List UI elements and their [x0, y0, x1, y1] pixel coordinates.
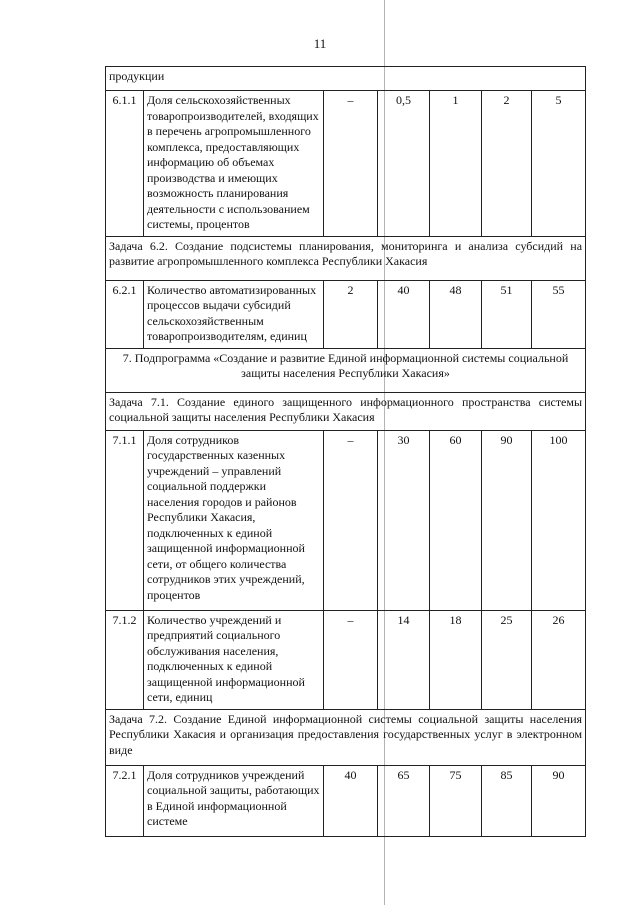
value-cell: – — [324, 610, 378, 709]
task-row — [106, 709, 586, 765]
subprogram-row — [106, 348, 586, 392]
value-cell: – — [324, 91, 378, 237]
indicator-code: 6.2.1 — [106, 280, 144, 348]
value-cell: – — [324, 430, 378, 610]
subprogram-heading: 7. Подпрограмма «Создание и развитие Единой информационной системы социальной защиты населения Республики Хакасия» — [106, 348, 586, 392]
value-cell: 51 — [482, 280, 532, 348]
indicator-code: 7.1.1 — [106, 430, 144, 610]
value-cell: 60 — [430, 430, 482, 610]
table-row — [106, 765, 586, 836]
value-cell: 25 — [482, 610, 532, 709]
value-cell: 2 — [482, 91, 532, 237]
indicator-name: Количество учреждений и предприятий социального обслуживания населения, подключенных к единой защищенной информационной сети, единиц — [144, 610, 324, 709]
value-cell: 90 — [482, 430, 532, 610]
indicator-name: Доля сельскохозяйственных товаропроизводителей, входящих в перечень агропромышленного комплекса, предоставляющих информацию об объемах производства и имеющих возможность планирования деятельности с использованием системы, процентов — [144, 91, 324, 237]
value-cell: 2 — [324, 280, 378, 348]
value-cell: 85 — [482, 765, 532, 836]
table-row — [106, 610, 586, 709]
indicator-code: 6.1.1 — [106, 91, 144, 237]
value-cell: 26 — [532, 610, 586, 709]
page-number: 11 — [313, 36, 327, 51]
task-row — [106, 236, 586, 280]
value-cell: 0,5 — [378, 91, 430, 237]
value-cell: 90 — [532, 765, 586, 836]
continued-row — [106, 67, 586, 91]
value-cell: 5 — [532, 91, 586, 237]
table-row — [106, 91, 586, 237]
value-cell: 48 — [430, 280, 482, 348]
indicator-name: Доля сотрудников государственных казенных учреждений – управлений социальной поддержки населения городов и районов Республики Хакасия, подключенных к единой защищенной информационной сети, от общего количества сотрудников этих учреждений, процентов — [144, 430, 324, 610]
value-cell: 40 — [324, 765, 378, 836]
value-cell: 55 — [532, 280, 586, 348]
task-heading: Задача 7.2. Создание Единой информационной системы социальной защиты населения Республики Хакасия и организация предоставления государственных услуг в электронном виде — [106, 709, 586, 765]
value-cell: 65 — [378, 765, 430, 836]
value-cell: 14 — [378, 610, 430, 709]
table-row — [106, 280, 586, 348]
indicator-name: Доля сотрудников учреждений социальной защиты, работающих в Единой информационной системе — [144, 765, 324, 836]
indicator-code: 7.2.1 — [106, 765, 144, 836]
indicators-table — [105, 66, 586, 837]
table-row — [106, 430, 586, 610]
value-cell: 1 — [430, 91, 482, 237]
task-row — [106, 392, 586, 430]
value-cell: 30 — [378, 430, 430, 610]
value-cell: 100 — [532, 430, 586, 610]
indicator-code: 7.1.2 — [106, 610, 144, 709]
indicator-name: Количество автоматизированных процессов выдачи субсидий сельскохозяйственным товаропроизводителям, единиц — [144, 280, 324, 348]
task-heading: Задача 6.2. Создание подсистемы планирования, мониторинга и анализа субсидий на развитие агропромышленного комплекса Республики Хакасия — [106, 236, 586, 280]
value-cell: 75 — [430, 765, 482, 836]
task-heading: Задача 7.1. Создание единого защищенного информационного пространства системы социальной защиты населения Республики Хакасия — [106, 392, 586, 430]
continued-text: продукции — [106, 67, 586, 91]
value-cell: 18 — [430, 610, 482, 709]
value-cell: 40 — [378, 280, 430, 348]
